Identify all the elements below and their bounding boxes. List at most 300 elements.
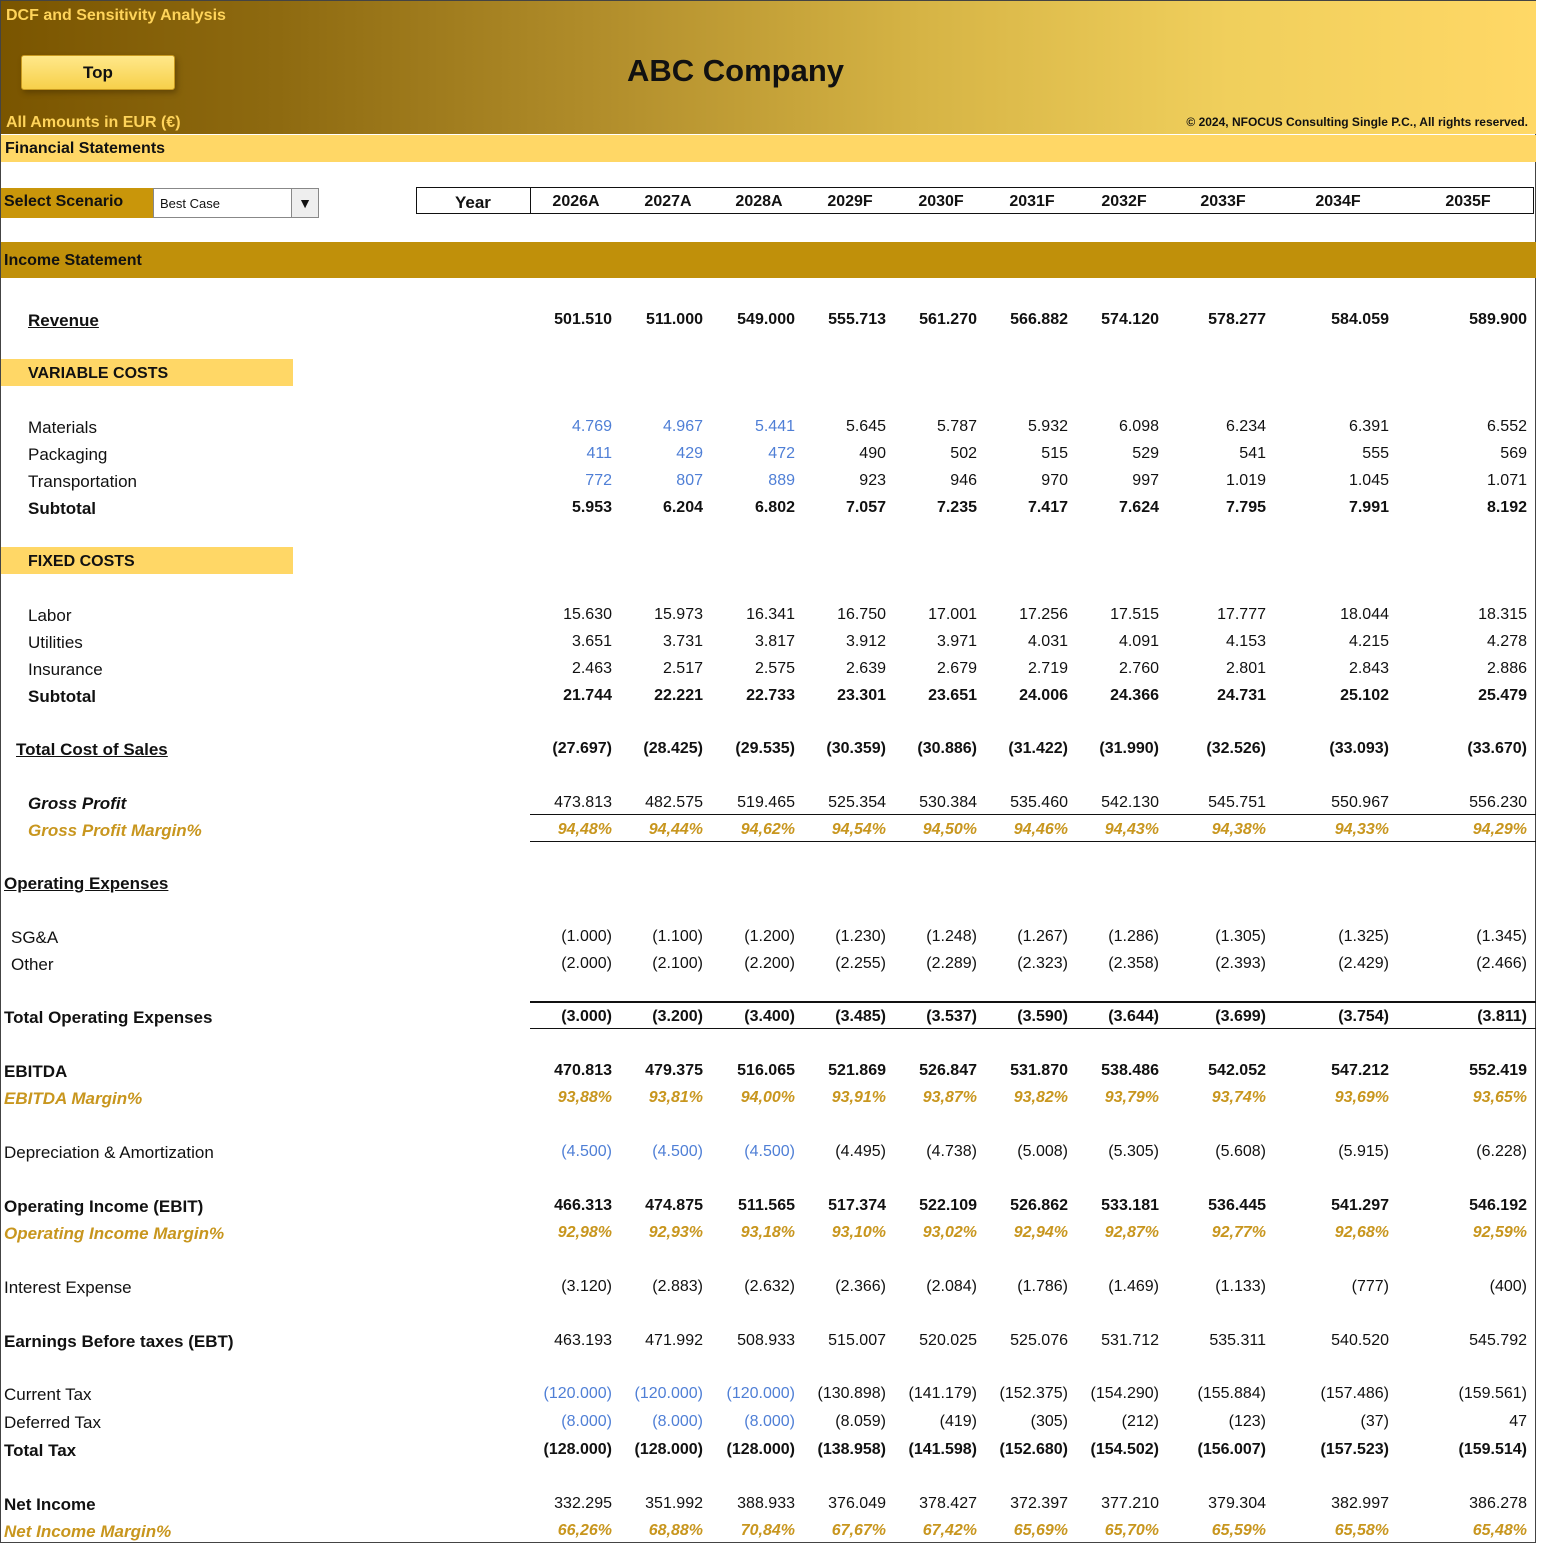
cell-revenue-2034F[interactable]: 584.059: [1331, 311, 1389, 328]
cell-fixed-costs-utilities-2032F[interactable]: 4.091: [1118, 633, 1159, 650]
cell-depreciation-2029F[interactable]: (4.495): [835, 1143, 886, 1160]
cell-fixed-costs-subtotal-2031F[interactable]: 24.006: [1019, 687, 1068, 704]
cell-sga-2033F[interactable]: (1.305): [1215, 928, 1266, 945]
cell-total-tax-2026A[interactable]: (128.000): [543, 1441, 612, 1458]
top-button[interactable]: Top: [21, 55, 175, 90]
cell-deferred-tax-2030F[interactable]: (419): [939, 1413, 977, 1430]
cell-revenue-2035F[interactable]: 589.900: [1469, 311, 1527, 328]
cell-gross-profit-2026A[interactable]: 473.813: [554, 794, 612, 811]
cell-variable-costs-transportation-2028A[interactable]: 889: [768, 472, 795, 489]
cell-current-tax-2035F[interactable]: (159.561): [1458, 1385, 1527, 1402]
cell-variable-costs-packaging-2032F[interactable]: 529: [1132, 445, 1159, 462]
cell-net-income-margin-2034F[interactable]: 65,58%: [1334, 1522, 1389, 1539]
cell-variable-costs-materials-2034F[interactable]: 6.391: [1348, 418, 1389, 435]
cell-ebitda-margin-2035F[interactable]: 93,65%: [1472, 1089, 1527, 1106]
cell-ebit-2026A[interactable]: 466.313: [554, 1197, 612, 1214]
cell-ebitda-2028A[interactable]: 516.065: [737, 1062, 795, 1079]
cell-net-income-2033F[interactable]: 379.304: [1208, 1495, 1266, 1512]
cell-variable-costs-transportation-2026A[interactable]: 772: [585, 472, 612, 489]
cell-revenue-2031F[interactable]: 566.882: [1010, 311, 1068, 328]
cell-ebit-margin-2029F[interactable]: 93,10%: [831, 1224, 886, 1241]
cell-deferred-tax-2031F[interactable]: (305): [1030, 1413, 1068, 1430]
cell-ebit-margin-2026A[interactable]: 92,98%: [557, 1224, 612, 1241]
cell-net-income-2035F[interactable]: 386.278: [1469, 1495, 1527, 1512]
cell-current-tax-2031F[interactable]: (152.375): [999, 1385, 1068, 1402]
cell-interest-expense-2034F[interactable]: (777): [1351, 1278, 1389, 1295]
cell-gross-profit-2031F[interactable]: 535.460: [1010, 794, 1068, 811]
cell-fixed-costs-subtotal-2029F[interactable]: 23.301: [837, 687, 886, 704]
cell-ebit-2029F[interactable]: 517.374: [828, 1197, 886, 1214]
cell-depreciation-2027A[interactable]: (4.500): [652, 1143, 703, 1160]
cell-ebt-2030F[interactable]: 520.025: [919, 1332, 977, 1349]
cell-gross-profit-margin-2030F[interactable]: 94,50%: [922, 821, 977, 838]
operating-expenses-title: Operating Expenses: [4, 874, 169, 893]
cell-other-2035F[interactable]: (2.466): [1476, 955, 1527, 972]
cell-revenue-2029F[interactable]: 555.713: [828, 311, 886, 328]
cell-depreciation-2033F[interactable]: (5.608): [1215, 1143, 1266, 1160]
cell-variable-costs-transportation-2033F[interactable]: 1.019: [1225, 472, 1266, 489]
cell-ebitda-margin-2028A[interactable]: 94,00%: [740, 1089, 795, 1106]
cell-variable-costs-transportation-2030F[interactable]: 946: [950, 472, 977, 489]
cell-variable-costs-transportation-2034F[interactable]: 1.045: [1348, 472, 1389, 489]
cell-interest-expense-2028A[interactable]: (2.632): [744, 1278, 795, 1295]
app-title: DCF and Sensitivity Analysis: [6, 7, 226, 24]
cell-total-cost-of-sales-2035F[interactable]: (33.670): [1467, 740, 1527, 757]
cell-variable-costs-subtotal-2034F[interactable]: 7.991: [1348, 499, 1389, 516]
cell-total-operating-expenses-2027A[interactable]: (3.200): [652, 1008, 703, 1025]
cell-variable-costs-materials-2033F[interactable]: 6.234: [1225, 418, 1266, 435]
cell-total-tax-2031F[interactable]: (152.680): [999, 1441, 1068, 1458]
cell-deferred-tax-2032F[interactable]: (212): [1121, 1413, 1159, 1430]
cell-fixed-costs-utilities-2033F[interactable]: 4.153: [1225, 633, 1266, 650]
cell-fixed-costs-insurance-2027A[interactable]: 2.517: [662, 660, 703, 677]
cell-net-income-2027A[interactable]: 351.992: [645, 1495, 703, 1512]
cell-ebt-2033F[interactable]: 535.311: [1209, 1332, 1266, 1349]
cell-net-income-2034F[interactable]: 382.997: [1331, 1495, 1389, 1512]
cell-net-income-margin-2035F[interactable]: 65,48%: [1472, 1522, 1527, 1539]
cell-current-tax-2033F[interactable]: (155.884): [1197, 1385, 1266, 1402]
cell-total-tax-2034F[interactable]: (157.523): [1320, 1441, 1389, 1458]
income-statement-title: Income Statement: [4, 252, 142, 269]
cell-ebt-2027A[interactable]: 471.992: [645, 1332, 703, 1349]
cell-total-operating-expenses-2034F[interactable]: (3.754): [1338, 1008, 1389, 1025]
scenario-dropdown[interactable]: [153, 188, 319, 218]
cell-variable-costs-subtotal-2033F[interactable]: 7.795: [1225, 499, 1266, 516]
company-title: ABC Company: [627, 53, 845, 88]
cell-fixed-costs-labor-2031F[interactable]: 17.256: [1019, 606, 1068, 623]
cell-revenue-2032F[interactable]: 574.120: [1101, 311, 1159, 328]
cell-gross-profit-2030F[interactable]: 530.384: [919, 794, 977, 811]
cell-variable-costs-transportation-2035F[interactable]: 1.071: [1486, 472, 1527, 489]
cell-ebitda-2032F[interactable]: 538.486: [1101, 1062, 1159, 1079]
cell-sga-2034F[interactable]: (1.325): [1338, 928, 1389, 945]
row-label-ebit-margin: Operating Income Margin%: [4, 1224, 225, 1243]
year-label: Year: [455, 193, 491, 212]
cell-net-income-margin-2028A[interactable]: 70,84%: [740, 1522, 795, 1539]
cell-fixed-costs-subtotal-2033F[interactable]: 24.731: [1217, 687, 1266, 704]
cell-variable-costs-subtotal-2035F[interactable]: 8.192: [1486, 499, 1527, 516]
cell-net-income-margin-2030F[interactable]: 67,42%: [922, 1522, 977, 1539]
cell-fixed-costs-utilities-2029F[interactable]: 3.912: [845, 633, 886, 650]
cell-gross-profit-margin-2033F[interactable]: 94,38%: [1211, 821, 1266, 838]
cell-fixed-costs-utilities-2031F[interactable]: 4.031: [1027, 633, 1068, 650]
cell-total-tax-2030F[interactable]: (141.598): [908, 1441, 977, 1458]
cell-depreciation-2031F[interactable]: (5.008): [1017, 1143, 1068, 1160]
cell-fixed-costs-labor-2028A[interactable]: 16.341: [746, 606, 795, 623]
cell-variable-costs-packaging-2034F[interactable]: 555: [1362, 445, 1389, 462]
cell-interest-expense-2030F[interactable]: (2.084): [926, 1278, 977, 1295]
cell-fixed-costs-insurance-2026A[interactable]: 2.463: [571, 660, 612, 677]
cell-variable-costs-packaging-2030F[interactable]: 502: [950, 445, 977, 462]
cell-current-tax-2032F[interactable]: (154.290): [1090, 1385, 1159, 1402]
cell-fixed-costs-subtotal-2030F[interactable]: 23.651: [928, 687, 977, 704]
cell-net-income-margin-2029F[interactable]: 67,67%: [831, 1522, 886, 1539]
cell-revenue-2026A[interactable]: 501.510: [554, 311, 612, 328]
cell-fixed-costs-subtotal-2035F[interactable]: 25.479: [1478, 687, 1527, 704]
cell-net-income-margin-2026A[interactable]: 66,26%: [557, 1522, 612, 1539]
cell-fixed-costs-utilities-2028A[interactable]: 3.817: [754, 633, 795, 650]
cell-fixed-costs-insurance-2032F[interactable]: 2.760: [1118, 660, 1159, 677]
cell-variable-costs-transportation-2029F[interactable]: 923: [859, 472, 886, 489]
cell-other-2031F[interactable]: (2.323): [1017, 955, 1068, 972]
cell-variable-costs-packaging-2028A[interactable]: 472: [768, 445, 795, 462]
cell-total-operating-expenses-2026A[interactable]: (3.000): [561, 1008, 612, 1025]
cell-ebitda-2031F[interactable]: 531.870: [1010, 1062, 1068, 1079]
cell-current-tax-2029F[interactable]: (130.898): [817, 1385, 886, 1402]
cell-variable-costs-subtotal-2028A[interactable]: 6.802: [754, 499, 795, 516]
cell-ebitda-2034F[interactable]: 547.212: [1331, 1062, 1389, 1079]
cell-interest-expense-2032F[interactable]: (1.469): [1108, 1278, 1159, 1295]
cell-net-income-2029F[interactable]: 376.049: [828, 1495, 886, 1512]
cell-net-income-2030F[interactable]: 378.427: [919, 1495, 977, 1512]
cell-ebitda-2026A[interactable]: 470.813: [554, 1062, 612, 1079]
cell-interest-expense-2035F[interactable]: (400): [1489, 1278, 1527, 1295]
cell-fixed-costs-labor-2026A[interactable]: 15.630: [563, 606, 612, 623]
cell-gross-profit-margin-2032F[interactable]: 94,43%: [1104, 821, 1159, 838]
cell-gross-profit-2033F[interactable]: 545.751: [1208, 794, 1266, 811]
row-label-variable-costs-materials: Materials: [28, 418, 97, 437]
cell-sga-2035F[interactable]: (1.345): [1476, 928, 1527, 945]
cell-ebit-margin-2034F[interactable]: 92,68%: [1334, 1224, 1389, 1241]
cell-total-operating-expenses-2031F[interactable]: (3.590): [1017, 1008, 1068, 1025]
cell-current-tax-2026A[interactable]: (120.000): [543, 1385, 612, 1402]
cell-variable-costs-transportation-2031F[interactable]: 970: [1041, 472, 1068, 489]
cell-ebit-2028A[interactable]: 511.565: [738, 1197, 795, 1214]
cell-fixed-costs-insurance-2030F[interactable]: 2.679: [936, 660, 977, 677]
cell-ebit-margin-2032F[interactable]: 92,87%: [1104, 1224, 1159, 1241]
cell-fixed-costs-labor-2029F[interactable]: 16.750: [837, 606, 886, 623]
cell-total-cost-of-sales-2031F[interactable]: (31.422): [1008, 740, 1068, 757]
cell-variable-costs-materials-2027A[interactable]: 4.967: [662, 418, 703, 435]
cell-deferred-tax-2026A[interactable]: (8.000): [561, 1413, 612, 1430]
cell-current-tax-2034F[interactable]: (157.486): [1320, 1385, 1389, 1402]
cell-revenue-2033F[interactable]: 578.277: [1208, 311, 1266, 328]
cell-gross-profit-margin-2026A[interactable]: 94,48%: [557, 821, 612, 838]
cell-total-operating-expenses-2029F[interactable]: (3.485): [835, 1008, 886, 1025]
cell-deferred-tax-2028A[interactable]: (8.000): [744, 1413, 795, 1430]
cell-fixed-costs-subtotal-2034F[interactable]: 25.102: [1340, 687, 1389, 704]
variable-costs-bar: [1, 359, 293, 386]
cell-other-2030F[interactable]: (2.289): [926, 955, 977, 972]
year-cell-2032F: 2032F: [1101, 193, 1147, 210]
cell-variable-costs-transportation-2032F[interactable]: 997: [1132, 472, 1159, 489]
cell-deferred-tax-2027A[interactable]: (8.000): [652, 1413, 703, 1430]
cell-variable-costs-subtotal-2032F[interactable]: 7.624: [1118, 499, 1159, 516]
variable-costs-title: VARIABLE COSTS: [28, 365, 169, 382]
cell-interest-expense-2027A[interactable]: (2.883): [652, 1278, 703, 1295]
cell-total-tax-2027A[interactable]: (128.000): [634, 1441, 703, 1458]
cell-depreciation-2030F[interactable]: (4.738): [926, 1143, 977, 1160]
cell-total-cost-of-sales-2029F[interactable]: (30.359): [826, 740, 886, 757]
cell-variable-costs-materials-2029F[interactable]: 5.645: [845, 418, 886, 435]
gross-profit-rule-bottom: [530, 841, 1536, 842]
cell-sga-2027A[interactable]: (1.100): [652, 928, 703, 945]
cell-variable-costs-subtotal-2027A[interactable]: 6.204: [662, 499, 703, 516]
cell-sga-2032F[interactable]: (1.286): [1108, 928, 1159, 945]
cell-net-income-2031F[interactable]: 372.397: [1010, 1495, 1068, 1512]
cell-depreciation-2032F[interactable]: (5.305): [1108, 1143, 1159, 1160]
cell-variable-costs-packaging-2031F[interactable]: 515: [1041, 445, 1068, 462]
year-cell-2031F: 2031F: [1009, 193, 1055, 210]
cell-total-operating-expenses-2028A[interactable]: (3.400): [744, 1008, 795, 1025]
cell-depreciation-2034F[interactable]: (5.915): [1338, 1143, 1389, 1160]
cell-variable-costs-materials-2035F[interactable]: 6.552: [1486, 418, 1527, 435]
cell-variable-costs-materials-2032F[interactable]: 6.098: [1118, 418, 1159, 435]
cell-total-tax-2032F[interactable]: (154.502): [1090, 1441, 1159, 1458]
cell-depreciation-2026A[interactable]: (4.500): [561, 1143, 612, 1160]
row-label-fixed-costs-utilities: Utilities: [28, 633, 83, 652]
cell-ebit-2027A[interactable]: 474.875: [645, 1197, 703, 1214]
cell-total-cost-of-sales-2030F[interactable]: (30.886): [917, 740, 977, 757]
cell-variable-costs-materials-2028A[interactable]: 5.441: [754, 418, 795, 435]
cell-total-operating-expenses-2033F[interactable]: (3.699): [1215, 1008, 1266, 1025]
cell-variable-costs-transportation-2027A[interactable]: 807: [676, 472, 703, 489]
cell-variable-costs-subtotal-2031F[interactable]: 7.417: [1027, 499, 1068, 516]
cell-current-tax-2028A[interactable]: (120.000): [726, 1385, 795, 1402]
cell-ebit-margin-2030F[interactable]: 93,02%: [922, 1224, 977, 1241]
cell-ebitda-2027A[interactable]: 479.375: [645, 1062, 703, 1079]
year-divider: [530, 188, 531, 213]
cell-revenue-2030F[interactable]: 561.270: [919, 311, 977, 328]
cell-ebit-2030F[interactable]: 522.109: [919, 1197, 977, 1214]
cell-fixed-costs-insurance-2034F[interactable]: 2.843: [1348, 660, 1389, 677]
cell-deferred-tax-2034F[interactable]: (37): [1360, 1413, 1389, 1430]
row-label-fixed-costs-subtotal: Subtotal: [28, 687, 96, 706]
cell-gross-profit-2035F[interactable]: 556.230: [1469, 794, 1527, 811]
cell-fixed-costs-subtotal-2027A[interactable]: 22.221: [654, 687, 703, 704]
cell-ebit-2031F[interactable]: 526.862: [1010, 1197, 1068, 1214]
cell-net-income-2026A[interactable]: 332.295: [554, 1495, 612, 1512]
cell-sga-2028A[interactable]: (1.200): [744, 928, 795, 945]
cell-total-cost-of-sales-2032F[interactable]: (31.990): [1099, 740, 1159, 757]
cell-total-tax-2029F[interactable]: (138.958): [817, 1441, 886, 1458]
cell-fixed-costs-labor-2032F[interactable]: 17.515: [1110, 606, 1159, 623]
cell-other-2028A[interactable]: (2.200): [744, 955, 795, 972]
cell-total-operating-expenses-2030F[interactable]: (3.537): [926, 1008, 977, 1025]
cell-variable-costs-subtotal-2026A[interactable]: 5.953: [571, 499, 612, 516]
cell-depreciation-2028A[interactable]: (4.500): [744, 1143, 795, 1160]
cell-gross-profit-margin-2034F[interactable]: 94,33%: [1334, 821, 1389, 838]
cell-ebitda-margin-2031F[interactable]: 93,82%: [1013, 1089, 1068, 1106]
cell-fixed-costs-utilities-2035F[interactable]: 4.278: [1486, 633, 1527, 650]
cell-fixed-costs-utilities-2026A[interactable]: 3.651: [571, 633, 612, 650]
cell-other-2033F[interactable]: (2.393): [1215, 955, 1266, 972]
cell-net-income-margin-2032F[interactable]: 65,70%: [1104, 1522, 1159, 1539]
cell-total-cost-of-sales-2034F[interactable]: (33.093): [1329, 740, 1389, 757]
cell-other-2026A[interactable]: (2.000): [561, 955, 612, 972]
cell-ebitda-margin-2027A[interactable]: 93,81%: [648, 1089, 703, 1106]
cell-depreciation-2035F[interactable]: (6.228): [1476, 1143, 1527, 1160]
cell-variable-costs-packaging-2029F[interactable]: 490: [859, 445, 886, 462]
cell-gross-profit-2034F[interactable]: 550.967: [1331, 794, 1389, 811]
cell-total-operating-expenses-2035F[interactable]: (3.811): [1477, 1008, 1527, 1025]
cell-other-2027A[interactable]: (2.100): [652, 955, 703, 972]
cell-interest-expense-2029F[interactable]: (2.366): [835, 1278, 886, 1295]
cell-total-operating-expenses-2032F[interactable]: (3.644): [1108, 1008, 1159, 1025]
cell-ebt-2031F[interactable]: 525.076: [1010, 1332, 1068, 1349]
cell-gross-profit-2028A[interactable]: 519.465: [737, 794, 795, 811]
cell-fixed-costs-labor-2027A[interactable]: 15.973: [654, 606, 703, 623]
scenario-label: Select Scenario: [4, 193, 124, 210]
fixed-costs-title: FIXED COSTS: [28, 553, 135, 570]
cell-variable-costs-materials-2026A[interactable]: 4.769: [571, 418, 612, 435]
cell-fixed-costs-subtotal-2032F[interactable]: 24.366: [1110, 687, 1159, 704]
cell-current-tax-2030F[interactable]: (141.179): [908, 1385, 977, 1402]
cell-ebit-margin-2031F[interactable]: 92,94%: [1013, 1224, 1068, 1241]
cell-variable-costs-packaging-2035F[interactable]: 569: [1500, 445, 1527, 462]
cell-fixed-costs-insurance-2031F[interactable]: 2.719: [1027, 660, 1068, 677]
cell-deferred-tax-2035F[interactable]: 47: [1509, 1413, 1527, 1430]
cell-revenue-2028A[interactable]: 549.000: [737, 311, 795, 328]
cell-fixed-costs-utilities-2027A[interactable]: 3.731: [662, 633, 703, 650]
cell-variable-costs-materials-2031F[interactable]: 5.932: [1027, 418, 1068, 435]
cell-ebit-2034F[interactable]: 541.297: [1331, 1197, 1389, 1214]
gross-profit-rule-top: [530, 814, 1536, 815]
row-label-ebitda-margin: EBITDA Margin%: [4, 1089, 143, 1108]
cell-net-income-margin-2033F[interactable]: 65,59%: [1211, 1522, 1266, 1539]
cell-interest-expense-2026A[interactable]: (3.120): [561, 1278, 612, 1295]
cell-other-2029F[interactable]: (2.255): [835, 955, 886, 972]
cell-total-cost-of-sales-2027A[interactable]: (28.425): [643, 740, 703, 757]
cell-ebitda-margin-2029F[interactable]: 93,91%: [831, 1089, 886, 1106]
cell-gross-profit-margin-2031F[interactable]: 94,46%: [1013, 821, 1068, 838]
cell-ebit-margin-2033F[interactable]: 92,77%: [1211, 1224, 1266, 1241]
cell-gross-profit-2027A[interactable]: 482.575: [645, 794, 703, 811]
cell-fixed-costs-labor-2034F[interactable]: 18.044: [1340, 606, 1389, 623]
cell-ebit-2035F[interactable]: 546.192: [1469, 1197, 1527, 1214]
cell-sga-2030F[interactable]: (1.248): [926, 928, 977, 945]
financial-statements-title: Financial Statements: [5, 140, 166, 157]
cell-ebitda-margin-2032F[interactable]: 93,79%: [1104, 1089, 1159, 1106]
year-cell-2027A: 2027A: [644, 193, 692, 210]
row-label-interest-expense: Interest Expense: [4, 1278, 132, 1297]
cell-gross-profit-2029F[interactable]: 525.354: [828, 794, 886, 811]
cell-sga-2031F[interactable]: (1.267): [1017, 928, 1068, 945]
cell-fixed-costs-insurance-2035F[interactable]: 2.886: [1486, 660, 1527, 677]
cell-gross-profit-margin-2029F[interactable]: 94,54%: [831, 821, 886, 838]
row-label-net-income-margin: Net Income Margin%: [4, 1522, 172, 1541]
cell-deferred-tax-2033F[interactable]: (123): [1228, 1413, 1266, 1430]
cell-ebitda-2035F[interactable]: 552.419: [1469, 1062, 1527, 1079]
cell-fixed-costs-labor-2033F[interactable]: 17.777: [1217, 606, 1266, 623]
cell-ebt-2035F[interactable]: 545.792: [1469, 1332, 1527, 1349]
cell-ebitda-margin-2033F[interactable]: 93,74%: [1211, 1089, 1266, 1106]
cell-ebit-2033F[interactable]: 536.445: [1208, 1197, 1266, 1214]
cell-interest-expense-2033F[interactable]: (1.133): [1215, 1278, 1266, 1295]
cell-total-cost-of-sales-2026A[interactable]: (27.697): [552, 740, 612, 757]
cell-revenue-2027A[interactable]: 511.000: [646, 311, 703, 328]
cell-ebit-2032F[interactable]: 533.181: [1101, 1197, 1159, 1214]
cell-ebit-margin-2035F[interactable]: 92,59%: [1472, 1224, 1527, 1241]
cell-variable-costs-materials-2030F[interactable]: 5.787: [936, 418, 977, 435]
cell-ebitda-2029F[interactable]: 521.869: [828, 1062, 886, 1079]
cell-ebitda-margin-2026A[interactable]: 93,88%: [557, 1089, 612, 1106]
cell-sga-2029F[interactable]: (1.230): [835, 928, 886, 945]
row-label-sga: SG&A: [11, 928, 59, 947]
cell-ebitda-margin-2034F[interactable]: 93,69%: [1334, 1089, 1389, 1106]
cell-fixed-costs-labor-2030F[interactable]: 17.001: [928, 606, 977, 623]
cell-ebt-2028A[interactable]: 508.933: [737, 1332, 795, 1349]
cell-gross-profit-margin-2027A[interactable]: 94,44%: [648, 821, 703, 838]
cell-fixed-costs-utilities-2034F[interactable]: 4.215: [1348, 633, 1389, 650]
cell-ebitda-margin-2030F[interactable]: 93,87%: [922, 1089, 977, 1106]
cell-sga-2026A[interactable]: (1.000): [561, 928, 612, 945]
cell-net-income-2032F[interactable]: 377.210: [1101, 1495, 1159, 1512]
cell-deferred-tax-2029F[interactable]: (8.059): [835, 1413, 886, 1430]
cell-ebitda-2033F[interactable]: 542.052: [1208, 1062, 1266, 1079]
cell-other-2034F[interactable]: (2.429): [1338, 955, 1389, 972]
cell-ebit-margin-2028A[interactable]: 93,18%: [740, 1224, 795, 1241]
cell-net-income-margin-2027A[interactable]: 68,88%: [648, 1522, 703, 1539]
cell-ebt-2034F[interactable]: 540.520: [1331, 1332, 1389, 1349]
cell-total-tax-2035F[interactable]: (159.514): [1458, 1441, 1527, 1458]
cell-total-tax-2028A[interactable]: (128.000): [726, 1441, 795, 1458]
cell-net-income-margin-2031F[interactable]: 65,69%: [1013, 1522, 1068, 1539]
cell-gross-profit-2032F[interactable]: 542.130: [1101, 794, 1159, 811]
cell-fixed-costs-insurance-2028A[interactable]: 2.575: [754, 660, 795, 677]
cell-ebt-2032F[interactable]: 531.712: [1101, 1332, 1159, 1349]
cell-fixed-costs-subtotal-2028A[interactable]: 22.733: [746, 687, 795, 704]
cell-variable-costs-packaging-2033F[interactable]: 541: [1239, 445, 1266, 462]
cell-variable-costs-subtotal-2029F[interactable]: 7.057: [845, 499, 886, 516]
cell-fixed-costs-subtotal-2026A[interactable]: 21.744: [563, 687, 612, 704]
cell-current-tax-2027A[interactable]: (120.000): [634, 1385, 703, 1402]
chevron-down-icon[interactable]: ▼: [291, 189, 318, 217]
cell-fixed-costs-labor-2035F[interactable]: 18.315: [1478, 606, 1527, 623]
cell-ebit-margin-2027A[interactable]: 92,93%: [648, 1224, 703, 1241]
cell-variable-costs-packaging-2026A[interactable]: 411: [586, 445, 612, 462]
cell-fixed-costs-insurance-2033F[interactable]: 2.801: [1225, 660, 1266, 677]
cell-ebt-2029F[interactable]: 515.007: [828, 1332, 886, 1349]
copyright-note: © 2024, NFOCUS Consulting Single P.C., All rights reserved.: [1186, 115, 1528, 129]
cell-ebitda-2030F[interactable]: 526.847: [919, 1062, 977, 1079]
year-cell-2033F: 2033F: [1200, 193, 1246, 210]
cell-total-tax-2033F[interactable]: (156.007): [1197, 1441, 1266, 1458]
cell-gross-profit-margin-2035F[interactable]: 94,29%: [1472, 821, 1527, 838]
cell-fixed-costs-utilities-2030F[interactable]: 3.971: [936, 633, 977, 650]
cell-fixed-costs-insurance-2029F[interactable]: 2.639: [845, 660, 886, 677]
cell-interest-expense-2031F[interactable]: (1.786): [1017, 1278, 1068, 1295]
cell-ebt-2026A[interactable]: 463.193: [554, 1332, 612, 1349]
cell-variable-costs-subtotal-2030F[interactable]: 7.235: [936, 499, 977, 516]
cell-net-income-2028A[interactable]: 388.933: [737, 1495, 795, 1512]
cell-gross-profit-margin-2028A[interactable]: 94,62%: [740, 821, 795, 838]
cell-variable-costs-packaging-2027A[interactable]: 429: [676, 445, 703, 462]
cell-total-cost-of-sales-2028A[interactable]: (29.535): [735, 740, 795, 757]
cell-total-cost-of-sales-2033F[interactable]: (32.526): [1206, 740, 1266, 757]
row-label-fixed-costs-labor: Labor: [28, 606, 72, 625]
cell-other-2032F[interactable]: (2.358): [1108, 955, 1159, 972]
